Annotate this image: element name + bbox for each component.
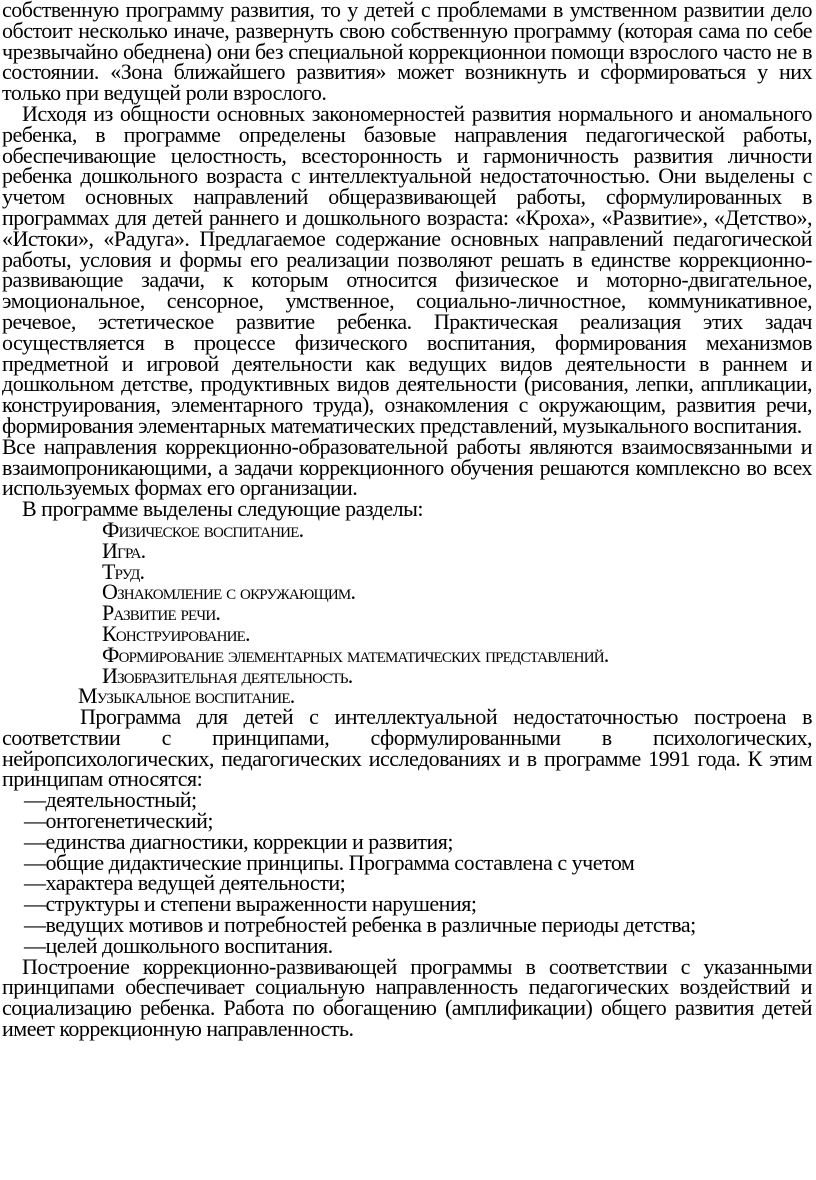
section-item: Конструирование. bbox=[102, 620, 250, 646]
paragraph-sections-intro: В программе выделены следующие разделы: bbox=[22, 496, 423, 522]
principle-item: —ведущих мотивов и потребностей ребенка в различные периоды детства; bbox=[24, 912, 696, 938]
section-item: Музыкальное воспитание. bbox=[78, 683, 295, 709]
section-item: Труд. bbox=[102, 558, 145, 584]
section-item: Развитие речи. bbox=[102, 600, 221, 626]
paragraph-conclusion: Построение коррекционно-развивающей программы в соответствии с указанными принципами обеспечивает социальную направленность педагогических воздействий и социализацию ребенка. Работа по обогащению (амплификации) общего развития детей имеет коррекционную направленность. bbox=[2, 953, 812, 1042]
document-page bbox=[2, 0, 812, 1040]
paragraph-interconnection: Все направления коррекционно-образовательной работы являются взаимосвязанными и взаимопроникающими, а задачи коррекционного обучения решаются комплексно во всех используемых формах его организации. bbox=[2, 433, 812, 501]
principle-item: —единства диагностики, коррекции и развития; bbox=[24, 828, 453, 854]
principle-item: —общие дидактические принципы. Программа составлена с учетом bbox=[24, 849, 635, 875]
principle-item: —характера ведущей деятельности; bbox=[24, 870, 346, 896]
section-item: Ознакомление с окружающим. bbox=[102, 579, 356, 605]
section-item: Физическое воспитание. bbox=[102, 516, 304, 542]
section-item: Формирование элементарных математических представлений. bbox=[102, 641, 609, 667]
principle-item: —структуры и степени выраженности нарушения; bbox=[24, 891, 477, 917]
principle-item: —целей дошкольного воспитания. bbox=[24, 932, 333, 958]
principle-item: —онтогенетический; bbox=[24, 808, 214, 834]
section-item: Игра. bbox=[102, 537, 146, 563]
section-item: Изобразительная деятельность. bbox=[102, 662, 353, 688]
principle-item: —деятельностный; bbox=[24, 787, 197, 813]
paragraph-intro: собственную программу развития, то у детей с проблемами в умственном развитии дело обстоит несколько иначе, развернуть свою собственную программу (которая сама по себе чрезвычайно обеднена) они без специальной коррекционнои помощи взрослого часто не в состоянии. «Зона ближайшего развития» может возникнуть и сформироваться у них только при ведущей роли взрослого. bbox=[2, 0, 812, 106]
sections-list bbox=[2, 516, 812, 709]
paragraph-principles-intro: Программа для детей с интеллектуальной недостаточностью построена в соответствии с принципами, сформулированными в психологических, нейропсихологических, педагогических исследованиях и в программе 1991 года. К этим принципам относятся: bbox=[2, 704, 812, 792]
principles-list bbox=[2, 787, 812, 958]
paragraph-directions: Исходя из общности основных закономерностей развития нормального и аномального ребенка, в программе определены базовые направления педагогической работы, обеспечивающие целостность, всесторонность и гармоничность развития личности ребенка дошкольного возраста с интеллектуальной недостаточностью. Они выделены с учетом основных направлений общеразвивающей работы, сформулированных в программах для детей раннего и дошкольного возраста: «Кроха», «Развитие», «Детство», «Истоки», «Радуга». Предлагаемое содержание основных направлений педагогической работы, условия и формы его реализации позволяют решать в единстве коррекционно-развивающие задачи, к которым относится физическое и моторно-двигательное, эмоциональное, сенсорное, умственное, социально-личностное, коммуникативное, речевое, эстетическое развитие ребенка. Практическая реализация этих задач осуществляется в процессе физического воспитания, формирования механизмов предметной и игровой деятельности как ведущих видов деятельности в раннем и дошкольном детстве, продуктивных видов деятельности (рисования, лепки, аппликации, конструирования, элементарного труда), ознакомления с окружающим, развития речи, формирования элементарных математических представлений, музыкального воспитания. bbox=[2, 100, 812, 438]
